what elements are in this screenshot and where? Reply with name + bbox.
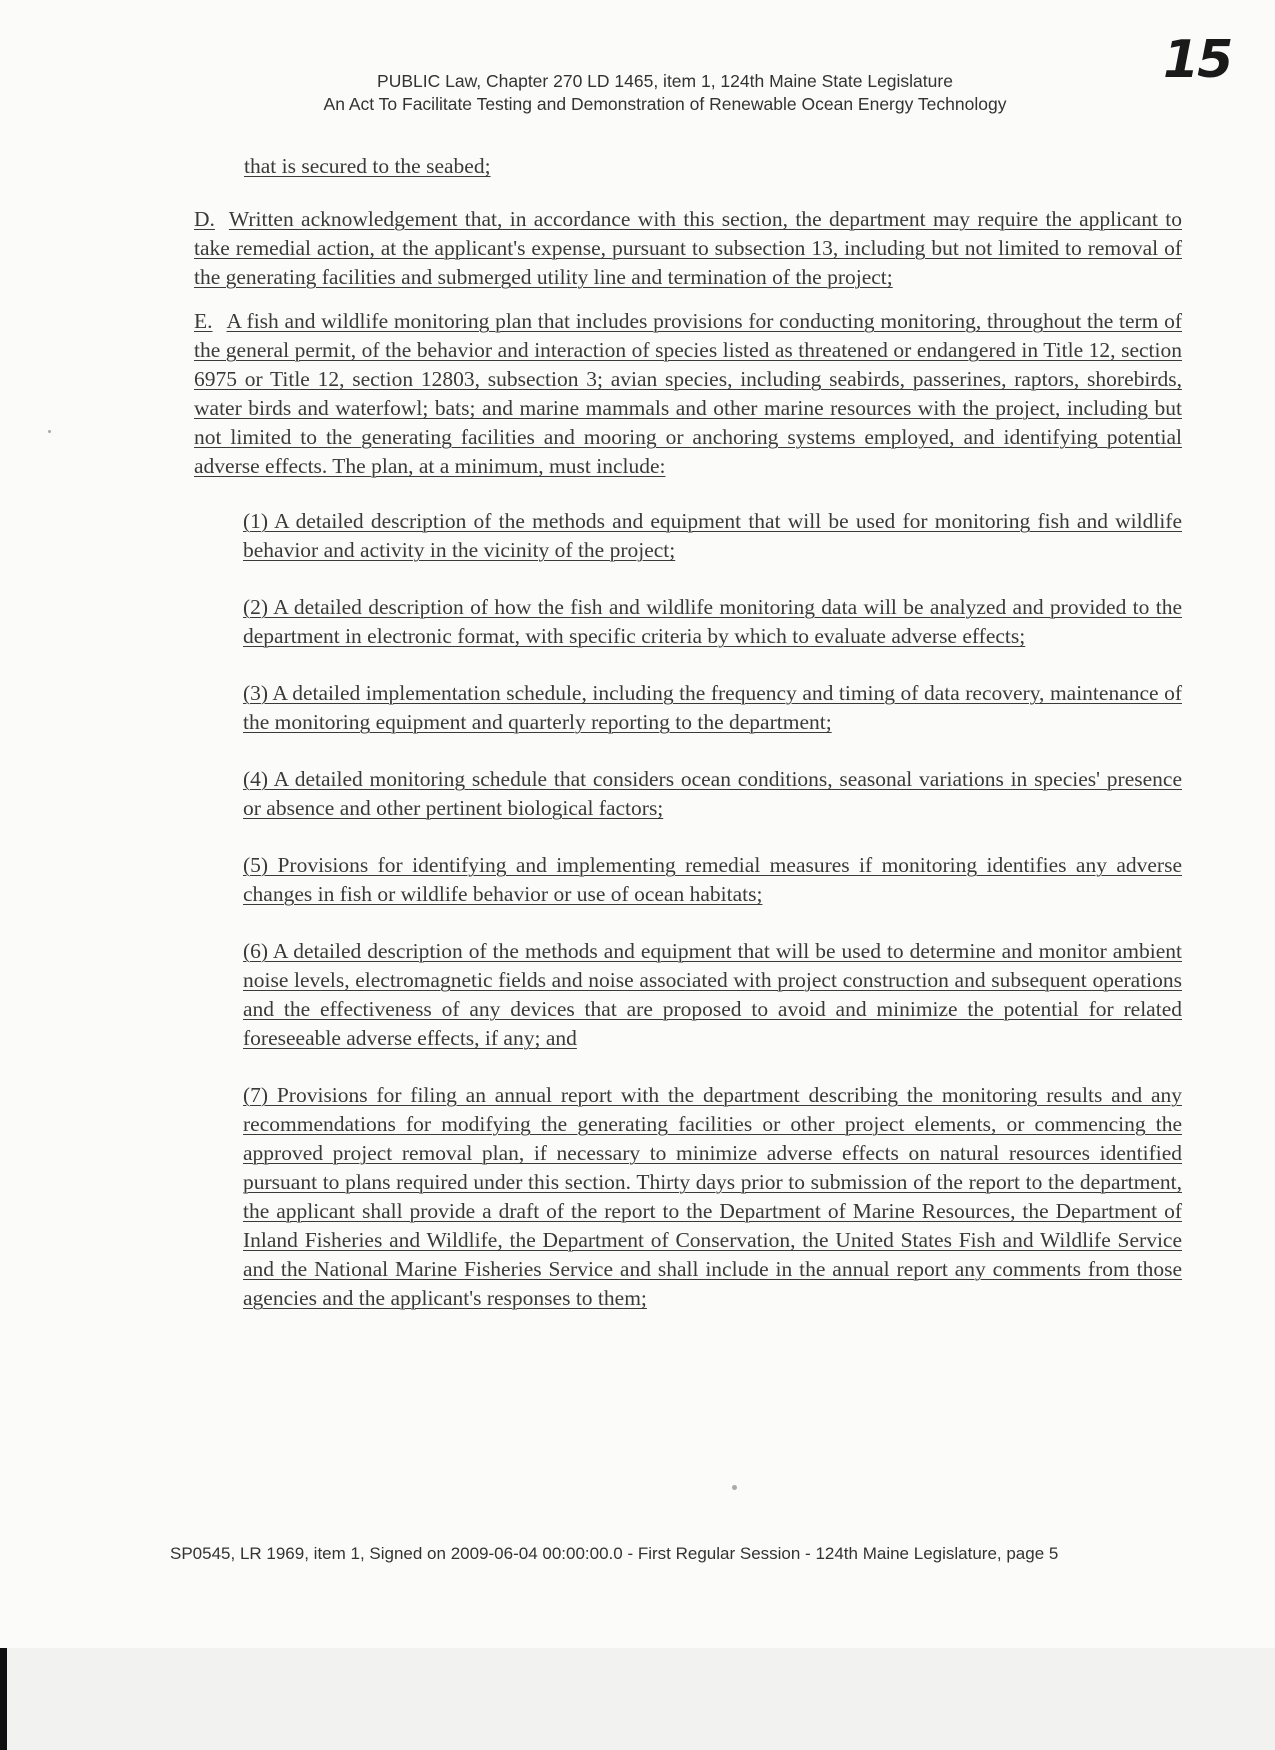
paragraph-e — [194, 307, 1182, 481]
handwritten-page-number: 15 — [1163, 30, 1232, 90]
document-header — [200, 70, 1130, 116]
header-law-title: PUBLIC Law, Chapter 270 LD 1465, item 1, 124th Maine State Legislature — [377, 71, 953, 91]
subitem-1: (1) A detailed description of the methods and equipment that will be used for monitoring fish and wildlife behavior and activity in the vicinity of the project; — [243, 509, 1182, 562]
continuation-text: that is secured to the seabed; — [244, 154, 491, 178]
subitem-4: (4) A detailed monitoring schedule that considers ocean conditions, seasonal variations in species' presence or absence and other pertinent biological factors; — [243, 767, 1182, 820]
paragraph-d-text: Written acknowledgement that, in accordance with this section, the department may require the applicant to take remedial action, at the applicant's expense, pursuant to subsection 13, including but not limited to removal of the generating facilities and submerged utility line and termination of the project; — [194, 207, 1182, 289]
paragraph-e-label: E. — [194, 309, 213, 333]
subitem-2: (2) A detailed description of how the fish and wildlife monitoring data will be analyzed and provided to the department in electronic format, with specific criteria by which to evaluate adverse effects; — [243, 595, 1182, 648]
subitem-5: (5) Provisions for identifying and implementing remedial measures if monitoring identifies any adverse changes in fish or wildlife behavior or use of ocean habitats; — [243, 853, 1182, 906]
subitem-3: (3) A detailed implementation schedule, including the frequency and timing of data recovery, maintenance of the monitoring equipment and quarterly reporting to the department; — [243, 681, 1182, 734]
document-footer: SP0545, LR 1969, item 1, Signed on 2009-06-04 00:00:00.0 - First Regular Session - 124th Maine Legislature, page 5 — [170, 1544, 1059, 1563]
document-body — [194, 152, 1182, 1341]
subitem-7: (7) Provisions for filing an annual report with the department describing the monitoring results and any recommendations for modifying the generating facilities or other project elements, or commencing the approved project removal plan, if necessary to minimize adverse effects on natural resources identified pursuant to plans required under this section. Thirty days prior to submission of the report to the department, the applicant shall provide a draft of the report to the Department of Marine Resources, the Department of Inland Fisheries and Wildlife, the Department of Conservation, the United States Fish and Wildlife Service and the National Marine Fisheries Service and shall include in the annual report any comments from those agencies and the applicant's responses to them; — [243, 1083, 1182, 1310]
scan-edge-mark — [0, 1648, 7, 1750]
scan-speck — [48, 430, 51, 433]
paragraph-e-text: A fish and wildlife monitoring plan that includes provisions for conducting monitoring, throughout the term of the general permit, of the behavior and interaction of species listed as threatened or endangered in Title 12, section 6975 or Title 12, section 12803, subsection 3; avian species, including seabirds, passerines, raptors, shorebirds, water birds and waterfowl; bats; and marine mammals and other marine resources with the project, including but not limited to the generating facilities and mooring or anchoring systems employed, and identifying potential adverse effects. The plan, at a minimum, must include: — [194, 309, 1182, 478]
paragraph-d-label: D. — [194, 207, 215, 231]
subitem-6: (6) A detailed description of the methods and equipment that will be used to determine and monitor ambient noise levels, electromagnetic fields and noise associated with project construction and subsequent operations and the effectiveness of any devices that are proposed to avoid and minimize the potential for related foreseeable adverse effects, if any; and — [243, 939, 1182, 1050]
header-act-title: An Act To Facilitate Testing and Demonstration of Renewable Ocean Energy Technology — [323, 94, 1007, 114]
scan-speck — [732, 1485, 737, 1490]
paragraph-d — [194, 205, 1182, 292]
